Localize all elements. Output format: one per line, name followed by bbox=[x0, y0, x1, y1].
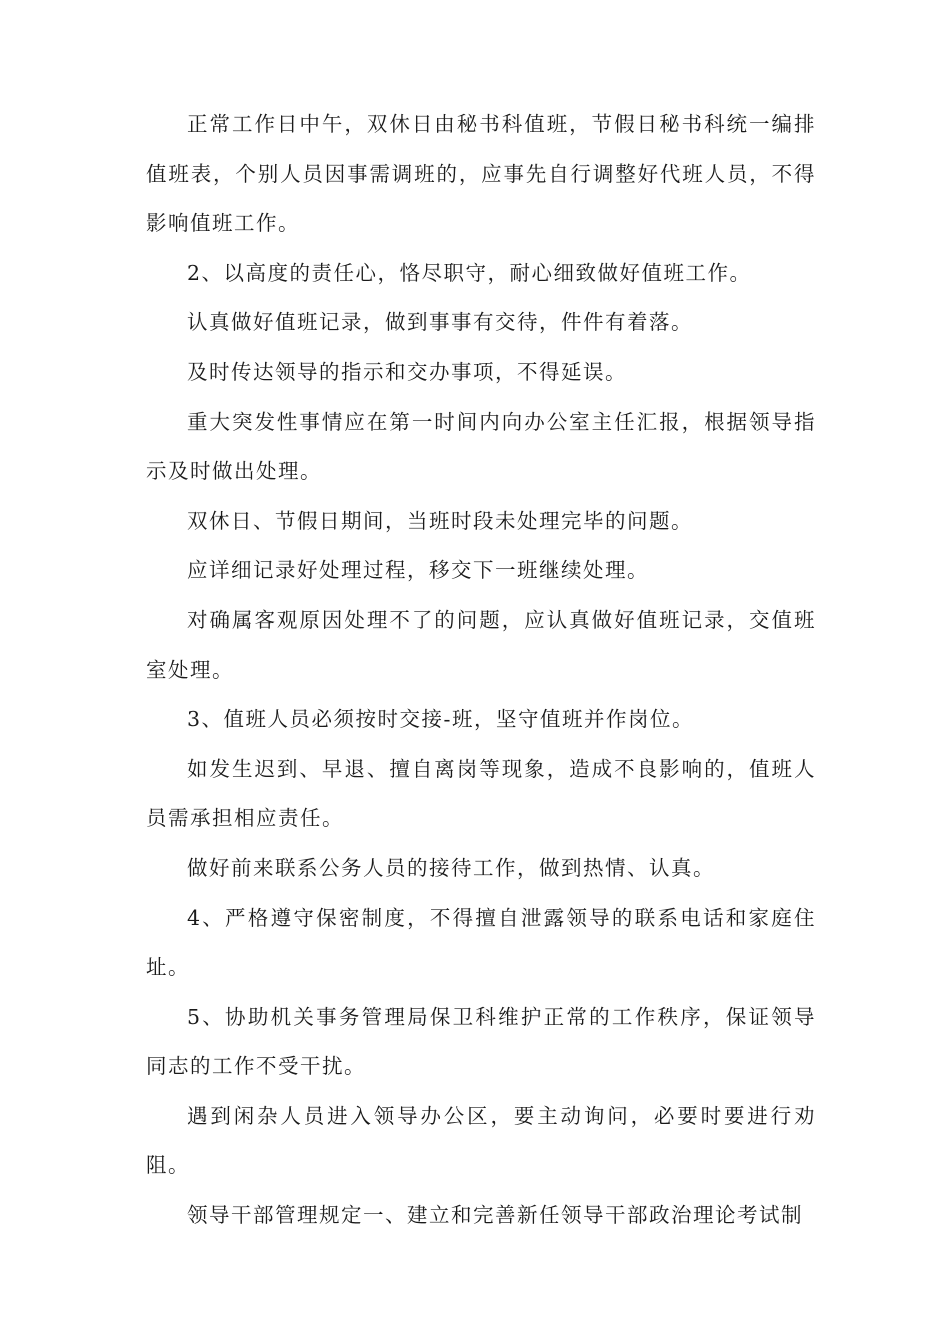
paragraph-1: 正常工作日中午，双休日由秘书科值班，节假日秘书科统一编排值班表，个别人员因事需调班的，应事先自行调整好代班人员，不得影响值班工作。 bbox=[146, 112, 816, 236]
paragraph-13: 5、协助机关事务管理局保卫科维护正常的工作秩序，保证领导同志的工作不受干扰。 bbox=[146, 1004, 816, 1079]
paragraph-15: 领导干部管理规定一、建立和完善新任领导干部政治理论考试制 bbox=[187, 1203, 803, 1228]
paragraph-9: 3、值班人员必须按时交接-班，坚守值班并作岗位。 bbox=[187, 707, 694, 732]
paragraph-14: 遇到闲杂人员进入领导办公区，要主动询问，必要时要进行劝阻。 bbox=[146, 1103, 816, 1178]
document-page bbox=[146, 100, 816, 1241]
paragraph-12: 4、严格遵守保密制度，不得擅自泄露领导的联系电话和家庭住址。 bbox=[146, 905, 816, 980]
paragraph-6: 双休日、节假日期间，当班时段未处理完毕的问题。 bbox=[187, 508, 693, 533]
paragraph-2: 2、以高度的责任心，恪尽职守，耐心细致做好值班工作。 bbox=[187, 260, 752, 285]
paragraph-11: 做好前来联系公务人员的接待工作，做到热情、认真。 bbox=[187, 855, 715, 880]
paragraph-4: 及时传达领导的指示和交办事项，不得延误。 bbox=[187, 359, 627, 384]
paragraph-8: 对确属客观原因处理不了的问题，应认真做好值班记录，交值班室处理。 bbox=[146, 607, 816, 682]
paragraph-10: 如发生迟到、早退、擅自离岗等现象，造成不良影响的，值班人员需承担相应责任。 bbox=[146, 756, 816, 831]
paragraph-7: 应详细记录好处理过程，移交下一班继续处理。 bbox=[187, 558, 649, 583]
paragraph-5: 重大突发性事情应在第一时间内向办公室主任汇报，根据领导指示及时做出处理。 bbox=[146, 409, 816, 484]
paragraph-3: 认真做好值班记录，做到事事有交待，件件有着落。 bbox=[187, 310, 693, 335]
